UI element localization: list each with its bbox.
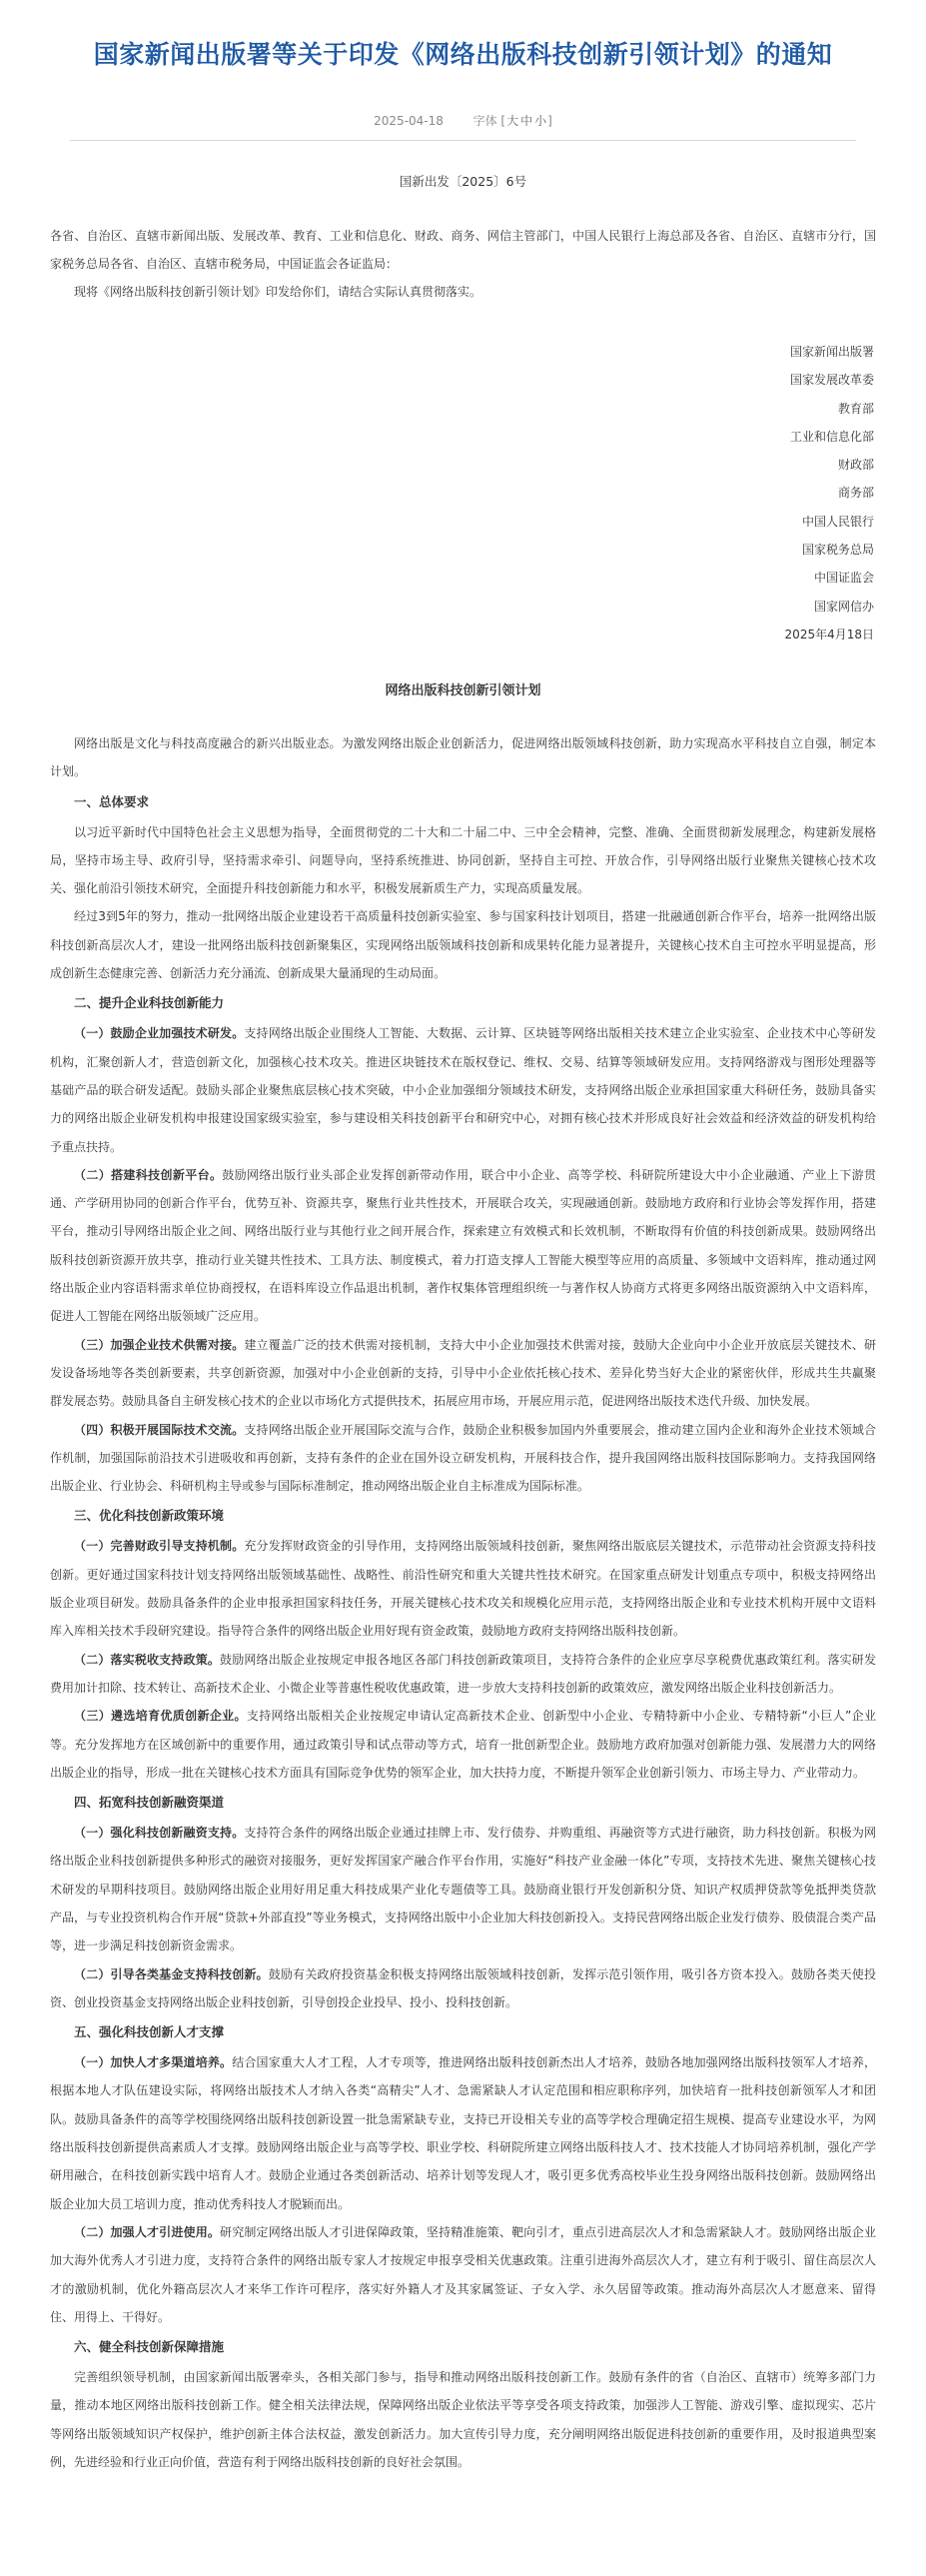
paragraph: （一）强化科技创新融资支持。支持符合条件的网络出版企业通过挂牌上市、发行债券、并购重组、再融资等方式进行融资，助力科技创新。积极为网络出版企业科技创新提供多种形式的融资对接服务，更好发挥国家产融合作平台作用，实施好“科技产业金融一体化”专项，支持技术先进、聚焦关键核心技术研发的早期科技项目。鼓励网络出版企业用好用足重大科技成果产业化专题债等工具。鼓励商业银行开发创新积分贷、知识产权质押贷款等免抵押类贷款产品，与专业投资机构合作开展“贷款+外部直投”等业务模式，支持网络出版中小企业加大科技创新投入。支持民营网络出版企业发行债券、股债混合类产品等，进一步满足科技创新资金需求。 [50, 1826, 876, 1953]
addressee: 各省、自治区、直辖市新闻出版、发展改革、教育、工业和信息化、财政、商务、网信主管部门，中国人民银行上海总部及各省、自治区、直辖市分行，国家税务总局各省、自治区、直辖市税务局，中国证监会各证监局： [50, 229, 876, 271]
item-lead: （二）引导各类基金支持科技创新。 [74, 1966, 269, 1981]
font-size-switcher: 字体 [大 中 小] [472, 114, 552, 128]
section-heading: 一、总体要求 [74, 793, 150, 809]
section-heading: 六、健全科技创新保障措施 [74, 2339, 225, 2355]
paragraph: （二）落实税收支持政策。鼓励网络出版企业按规定申报各地区各部门科技创新政策项目，支持符合条件的企业应享尽享税费优惠政策红利。落实研发费用加计扣除、技术转让、高新技术企业、小微企业等普惠性税收优惠政策，进一步放大支持科技创新的政策效应，激发网络出版企业科技创新活力。 [50, 1652, 876, 1695]
paragraph: （二）加强人才引进使用。研究制定网络出版人才引进保障政策，坚持精准施策、靶向引才，重点引进高层次人才和急需紧缺人才。鼓励网络出版企业加大海外优秀人才引进力度，支持符合条件的网络出版专家人才按规定申报享受相关优惠政策。注重引进海外高层次人才，建立有利于吸引、留住高层次人才的激励机制，优化外籍高层次人才来华工作许可程序，落实好外籍人才及其家属签证、子女入学、永久居留等政策。推动海外高层次人才愿意来、留得住、用得上、干得好。 [50, 2224, 876, 2324]
signer: 国家税务总局 [801, 543, 874, 558]
plan-title: 网络出版科技创新引领计划 [385, 683, 541, 698]
signer: 工业和信息化部 [789, 429, 874, 444]
item-lead: （二）搭建科技创新平台。 [74, 1167, 223, 1182]
paragraph: （一）鼓励企业加强技术研发。支持网络出版企业围绕人工智能、大数据、云计算、区块链等网络出版相关技术建立企业实验室、企业技术中心等研发机构，汇聚创新人才，营造创新文化，加强核心技术攻关。推进区块链技术在版权登记、维权、交易、结算等领域研发应用。支持网络游戏与图形处理器等基础产品的联合研发适配。鼓励头部企业聚焦底层核心技术突破，中小企业加强细分领域技术研发，支持网络出版企业承担国家重大科研任务，鼓励具备实力的网络出版企业研发机构申报建设国家级实验室，参与建设相关科技创新平台和研究中心，对拥有核心技术并形成良好社会效益和经济效益的研发机构给予重点扶持。 [50, 1026, 876, 1154]
section-heading: 三、优化科技创新政策环境 [74, 1508, 225, 1524]
item-lead: （一）鼓励企业加强技术研发。 [74, 1026, 245, 1041]
signer: 财政部 [837, 458, 874, 473]
publish-date: 2025-04-18 [374, 114, 444, 128]
paragraph: （二）引导各类基金支持科技创新。鼓励有关政府投资基金积极支持网络出版领域科技创新，发挥示范引领作用，吸引各方资本投入。鼓励各类天使投资、创业投资基金支持网络出版企业科技创新，引导创投企业投早、投小、投科技创新。 [50, 1966, 876, 2009]
signers-block [674, 338, 874, 648]
paragraph: （三）遴选培育优质创新企业。支持网络出版相关企业按规定申请认定高新技术企业、创新型中小企业、专精特新中小企业、专精特新“小巨人”企业等。充分发挥地方在区域创新中的重要作用，通过政策引导和试点带动等方式，培育一批创新型企业。鼓励地方政府加强对创新能力强、发展潜力大的网络出版企业的指导，形成一批在关键核心技术方面具有国际竞争优势的领军企业，加大扶持力度，不断提升领军企业创新引领力、市场主导力、产业带动力。 [50, 1709, 876, 1780]
plan-intro: 网络出版是文化与科技高度融合的新兴出版业态。为激发网络出版企业创新活力，促进网络出版领域科技创新，助力实现高水平科技自立自强，制定本计划。 [50, 736, 876, 779]
signer: 国家新闻出版署 [789, 345, 874, 359]
item-lead: （三）遴选培育优质创新企业。 [74, 1709, 247, 1724]
item-lead: （二）落实税收支持政策。 [74, 1652, 221, 1667]
font-size-label: 字体 [472, 114, 497, 128]
item-lead: （二）加强人才引进使用。 [74, 2224, 221, 2239]
item-lead: （四）积极开展国际技术交流。 [74, 1422, 245, 1437]
font-size-medium-link[interactable]: 中 [520, 114, 533, 128]
item-lead: （三）加强企业技术供需对接。 [74, 1337, 245, 1352]
font-size-small-link[interactable]: 小 [534, 114, 547, 128]
article-title: 国家新闻出版署等关于印发《网络出版科技创新引领计划》的通知 [93, 40, 833, 69]
paragraph: （一）完善财政引导支持机制。充分发挥财政资金的引导作用，支持网络出版领域科技创新，聚焦网络出版底层关键技术，示范带动社会资源支持科技创新。更好通过国家科技计划支持网络出版领域基础性、战略性、前沿性研究和重大关键共性技术研究。在国家重点研发计划重点专项中，积极支持网络出版企业项目研发。鼓励具备条件的企业申报承担国家科技任务，开展关键核心技术攻关和规模化应用示范，支持网络出版企业和专业技术机构开展中文语料库入库相关技术手段研究建设。指导符合条件的网络出版企业用好现有资金政策，鼓励地方政府支持网络出版科技创新。 [50, 1539, 876, 1639]
section-heading: 四、拓宽科技创新融资渠道 [74, 1795, 225, 1811]
signer: 国家网信办 [813, 599, 874, 614]
signer: 商务部 [837, 486, 874, 501]
signer: 教育部 [837, 401, 874, 416]
item-lead: （一）加快人才多渠道培养。 [74, 2055, 233, 2070]
paragraph: （三）加强企业技术供需对接。建立覆盖广泛的技术供需对接机制，支持大中小企业加强技术供需对接，鼓励大企业向中小企业开放底层关键技术、研发设备场地等各类创新要素，共享创新资源，加强对中小企业创新的支持，引导中小企业依托核心技术、差异化势当好大企业的紧密伙伴，形成共生共赢聚群发展态势。鼓励具备自主研发核心技术的企业以市场化方式提供技术，拓展应用市场，开展应用示范，促进网络出版技术迭代升级、加快发展。 [50, 1337, 876, 1409]
signer: 国家发展改革委 [789, 373, 874, 388]
signer: 中国证监会 [813, 571, 874, 586]
paragraph: （二）搭建科技创新平台。鼓励网络出版行业头部企业发挥创新带动作用，联合中小企业、高等学校、科研院所建设大中小企业融通、产业上下游贯通、产学研用协同的创新合作平台，优势互补、资源共享，聚焦行业共性技术，开展联合攻关，实现融通创新。鼓励地方政府和行业协会等发挥作用，搭建平台，推动引导网络出版企业之间、网络出版行业与其他行业之间开展合作，探索建立有效模式和长效机制，不断取得有价值的科技创新成果。鼓励网络出版科技创新资源开放共享，推动行业关键共性技术、工具方法、制度模式，着力打造支撑人工智能大模型等应用的高质量、多领域中文语料库，推动通过网络出版企业内容语料需求单位协商授权，在语料库设立作品退出机制，著作权集体管理组织统一与著作权人协商方式将更多网络出版资源纳入中文语料库，促进人工智能在网络出版领域广泛应用。 [50, 1167, 876, 1324]
section-heading: 五、强化科技创新人才支撑 [74, 2024, 225, 2040]
item-lead: （一）强化科技创新融资支持。 [74, 1826, 245, 1841]
section-heading: 二、提升企业科技创新能力 [74, 995, 225, 1011]
item-lead: （一）完善财政引导支持机制。 [74, 1539, 245, 1554]
paragraph: 经过3到5年的努力，推动一批网络出版企业建设若干高质量科技创新实验室、参与国家科技计划项目，搭建一批融通创新合作平台，培养一批网络出版科技创新高层次人才，建设一批网络出版科技创新聚集区，实现网络出版领域科技创新和成果转化能力显著提升，关键核心技术自主可控水平明显提高，形成创新生态健康完善、创新活力充分涌流、创新成果大量涌现的生动局面。 [50, 909, 876, 981]
font-size-large-link[interactable]: 大 [506, 114, 519, 128]
paragraph: 以习近平新时代中国特色社会主义思想为指导，全面贯彻党的二十大和二十届二中、三中全会精神，完整、准确、全面贯彻新发展理念，构建新发展格局，坚持市场主导、政府引导，坚持需求牵引、问题导向，坚持系统推进、协同创新，坚持自主可控、开放合作，引导网络出版行业聚焦关键核心技术攻关、强化前沿引领技术研究，全面提升科技创新能力和水平，积极发展新质生产力，实现高质量发展。 [50, 824, 876, 896]
notice-text: 现将《网络出版科技创新引领计划》印发给你们，请结合实际认真贯彻落实。 [74, 285, 482, 299]
sign-date: 2025年4月18日 [784, 627, 874, 642]
plan-body [50, 729, 876, 2476]
title-divider [70, 140, 856, 141]
document-number: 国新出发〔2025〕6号 [399, 174, 527, 189]
article-meta [0, 112, 926, 129]
paragraph: （四）积极开展国际技术交流。支持网络出版企业开展国际交流与合作，鼓励企业积极参加国内外重要展会，推动建立国内企业和海外企业技术领域合作机制，加强国际前沿技术引进吸收和再创新，支持有条件的企业在国外设立研发机构，开展科技合作，提升我国网络出版科技国际影响力。支持我国网络出版企业、行业协会、科研机构主导或参与国际标准制定，推动网络出版企业自主标准成为国际标准。 [50, 1422, 876, 1494]
paragraph: （一）加快人才多渠道培养。结合国家重大人才工程，人才专项等，推进网络出版科技创新杰出人才培养，鼓励各地加强网络出版科技领军人才培养，根据本地人才队伍建设实际，将网络出版技术人才纳入各类“高精尖”人才、急需紧缺人才认定范围和相应职称序列，加快培育一批科技创新领军人才和团队。鼓励具备条件的高等学校围绕网络出版科技创新设置一批急需紧缺专业，支持已开设相关专业的高等学校合理确定招生规模、提高专业建设水平，为网络出版科技创新提供高素质人才支撑。鼓励网络出版企业与高等学校、职业学校、科研院所建立网络出版科技人才、技术技能人才协同培养机制，强化产学研用融合，在科技创新实践中培育人才。鼓励企业通过各类创新活动、培养计划等发现人才，吸引更多优秀高校毕业生投身网络出版科技创新。鼓励网络出版企业加大员工培训力度，推动优秀科技人才脱颖而出。 [50, 2055, 876, 2211]
paragraph: 完善组织领导机制，由国家新闻出版署牵头，各相关部门参与，指导和推动网络出版科技创新工作。鼓励有条件的省（自治区、直辖市）统筹多部门力量，推动本地区网络出版科技创新工作。健全相关法律法规，保障网络出版企业依法平等享受各项支持政策，加强涉人工智能、游戏引擎、虚拟现实、芯片等网络出版领域知识产权保护，维护创新主体合法权益，激发创新活力。加大宣传引导力度，充分阐明网络出版促进科技创新的重要作用，及时报道典型案例，先进经验和行业正向价值，营造有利于网络出版科技创新的良好社会氛围。 [50, 2370, 876, 2470]
signer: 中国人民银行 [801, 514, 874, 529]
